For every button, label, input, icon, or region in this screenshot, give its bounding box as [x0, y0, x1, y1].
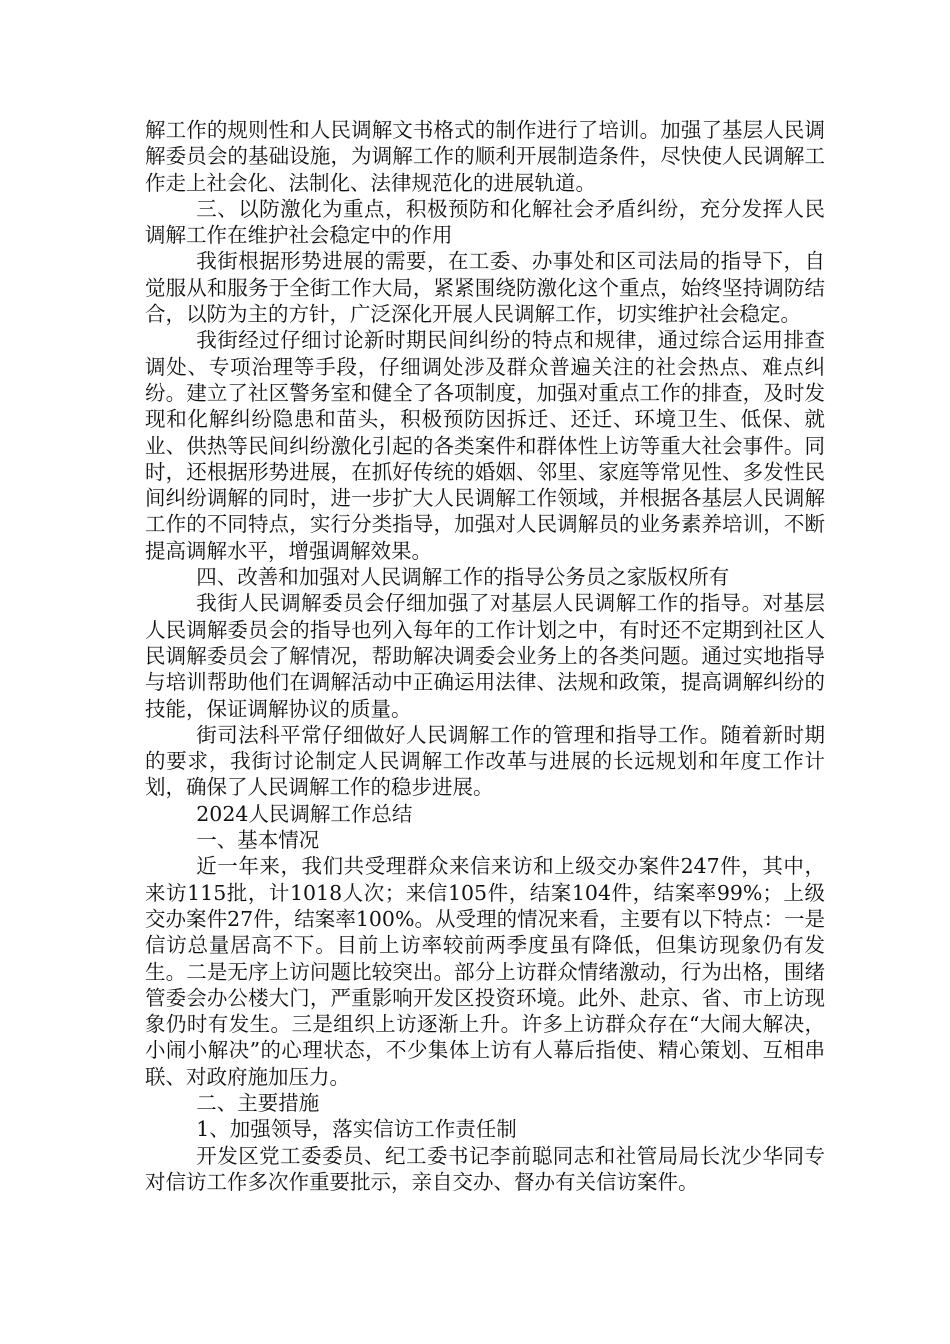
paragraph-statistics: 近一年来，我们共受理群众来信来访和上级交办案件247件，其中，来访115批，计1018人次；来信105件，结案104件，结案率99%；上级交办案件27件，结案率100%。从受理的情况来看，主要有以下特点：一是信访总量居高不下。目前上访率较前两季度虽有降低，但集访现象仍有发生。二是无序上访问题比较突出。部分上访群众情绪激动，行为出格，围绪管委会办公楼大门，严重影响开发区投资环境。此外、赴京、省、市上访现象仍时有发生。三是组织上访逐渐上升。许多上访群众存在“大闹大解决，小闹小解决”的心理状态，不少集体上访有人幕后指使、精心策划、互相串联、对政府施加压力。 [145, 854, 825, 1089]
paragraph-guidance: 我街人民调解委员会仔细加强了对基层人民调解工作的指导。对基层人民调解委员会的指导也列入每年的工作计划之中，有时还不定期到社区人民调解委员会了解情况，帮助解决调委会业务上的各类问题。通过实地指导与培训帮助他们在调解活动中正确运用法律、法规和政策，提高调解纠纷的技能，保证调解协议的质量。 [145, 591, 825, 721]
section-heading-3: 三、以防激化为重点，积极预防和化解社会矛盾纠纷，充分发挥人民调解工作在维护社会稳定中的作用 [145, 196, 825, 248]
document-title-2024: 2024人民调解工作总结 [196, 801, 413, 826]
section-heading-measures: 二、主要措施 [196, 1090, 320, 1115]
subheading-leadership: 1、加强领导，落实信访工作责任制 [196, 1117, 517, 1142]
paragraph-leadership: 开发区党工委委员、纪工委书记李前聪同志和社管局局长沈少华同专对信访工作多次作重要批示，亲自交办、督办有关信访案件。 [145, 1143, 825, 1194]
paragraph-training: 解工作的规则性和人民调解文书格式的制作进行了培训。加强了基层人民调解委员会的基础设施，为调解工作的顺利开展制造条件，尽快使人民调解工作走上社会化、法制化、法律规范化的进展轨道。 [145, 118, 825, 195]
paragraph-management: 街司法科平常仔细做好人民调解工作的管理和指导工作。随着新时期的要求，我街讨论制定人民调解工作改革与进展的长远规划和年度工作计划，确保了人民调解工作的稳步进展。 [145, 722, 825, 800]
section-heading-basic: 一、基本情况 [196, 828, 320, 853]
document-body [145, 117, 825, 1195]
paragraph-situation: 我街根据形势进展的需要，在工委、办事处和区司法局的指导下，自觉服从和服务于全街工作大局，紧紧围绕防激化这个重点，始终坚持调防结合，以防为主的方针，广泛深化开展人民调解工作，切实维护社会稳定。 [145, 249, 825, 327]
paragraph-disputes: 我街经过仔细讨论新时期民间纠纷的特点和规律，通过综合运用排查调处、专项治理等手段，仔细调处涉及群众普遍关注的社会热点、难点纠纷。建立了社区警务室和健全了各项制度，加强对重点工作的排查，及时发现和化解纠纷隐患和苗头，积极预防因拆迁、还迁、环境卫生、低保、就业、供热等民间纠纷激化引起的各类案件和群体性上访等重大社会事件。同时，还根据形势进展，在抓好传统的婚姻、邻里、家庭等常见性、多发性民间纠纷调解的同时，进一步扩大人民调解工作领域，并根据各基层人民调解工作的不同特点，实行分类指导，加强对人民调解员的业务素养培训，不断提高调解水平，增强调解效果。 [145, 328, 825, 563]
section-heading-4: 四、改善和加强对人民调解工作的指导公务员之家版权所有 [196, 565, 730, 590]
